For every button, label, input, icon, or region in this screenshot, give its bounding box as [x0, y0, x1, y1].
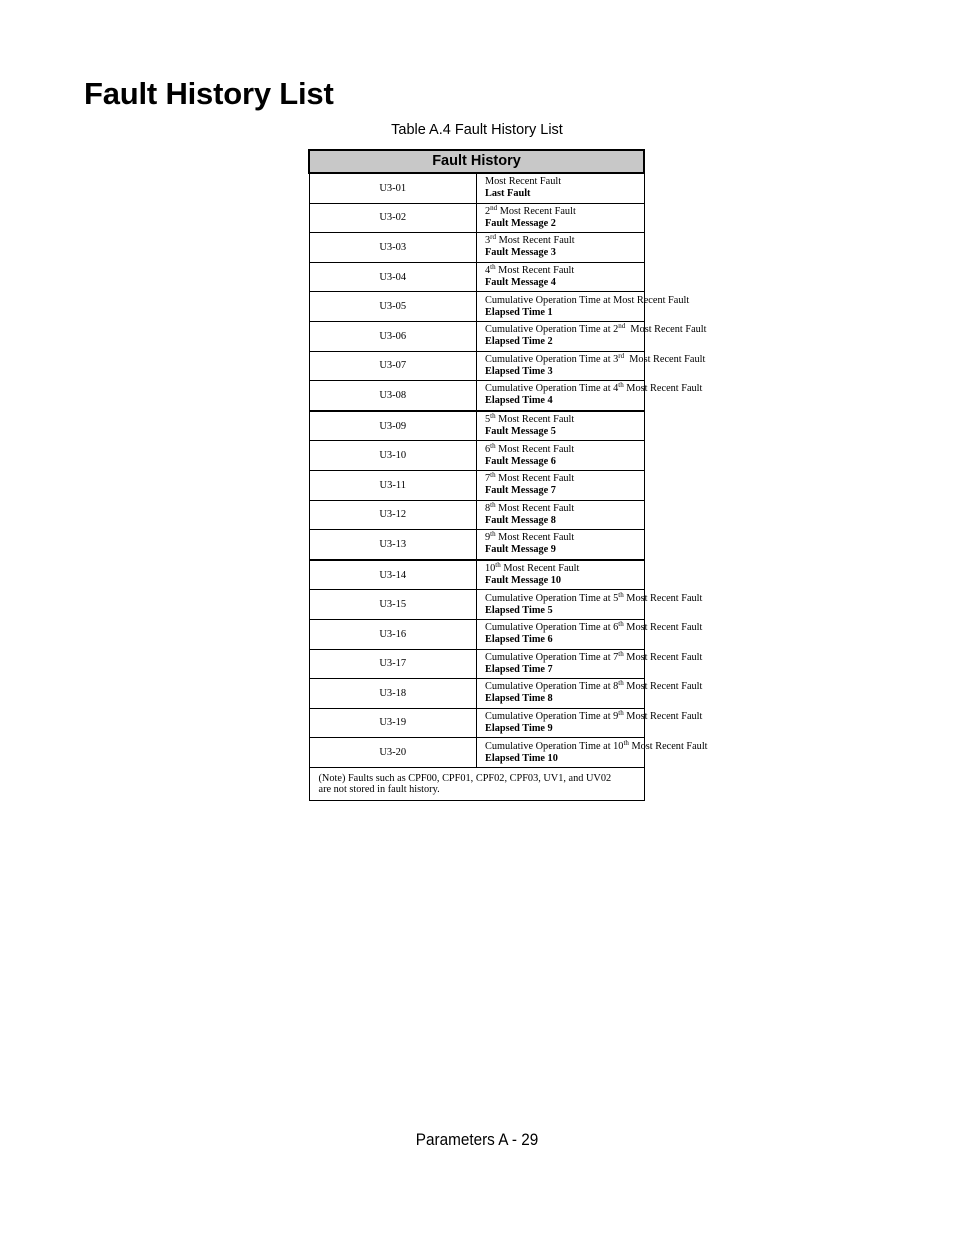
- parameter-number: U3-18: [309, 679, 477, 709]
- parameter-number: U3-07: [309, 351, 477, 381]
- table-row: [309, 411, 644, 441]
- description-prefix: Cumulative Operation Time at 6: [485, 622, 619, 634]
- parameter-description: [477, 560, 645, 590]
- ordinal-suffix: th: [490, 263, 496, 272]
- description-prefix: Cumulative Operation Time at 2: [485, 324, 619, 336]
- description-text: [485, 351, 706, 366]
- description-prefix: 8: [485, 502, 491, 514]
- description-prefix: Cumulative Operation Time at 9: [485, 710, 619, 722]
- table-note: [309, 767, 644, 800]
- parameter-number: U3-15: [309, 590, 477, 620]
- parameter-name: Elapsed Time 1: [485, 306, 553, 318]
- table-row: [309, 679, 644, 709]
- ordinal-suffix: th: [623, 738, 629, 747]
- page-footer: Parameters A - 29: [415, 1130, 539, 1149]
- parameter-name: Fault Message 5: [485, 426, 556, 438]
- parameter-number: U3-05: [309, 292, 477, 322]
- parameter-description: [477, 203, 645, 233]
- parameter-name: Fault Message 7: [485, 485, 556, 497]
- description-text: [485, 473, 644, 485]
- parameter-name: Elapsed Time 6: [485, 634, 553, 646]
- description-text: [485, 414, 644, 426]
- parameter-number: U3-19: [309, 708, 477, 738]
- table-row: [309, 470, 644, 500]
- description-text: [485, 532, 644, 544]
- parameter-name: Fault Message 3: [485, 247, 556, 259]
- parameter-description: [477, 173, 645, 203]
- ordinal-suffix: th: [618, 649, 624, 658]
- parameter-number: U3-06: [309, 321, 477, 351]
- parameter-name: Elapsed Time 3: [485, 365, 553, 377]
- parameter-number: U3-11: [309, 470, 477, 500]
- parameter-description: [477, 381, 703, 411]
- table-row: [309, 441, 644, 471]
- description-prefix: Cumulative Operation Time at 4: [485, 383, 619, 395]
- table-row: [309, 560, 644, 590]
- ordinal-suffix: th: [618, 590, 624, 599]
- description-suffix: Most Recent Fault: [624, 353, 706, 365]
- description-suffix: Most Recent Fault: [623, 681, 703, 693]
- table-row: [309, 292, 644, 322]
- description-suffix: Most Recent Fault: [497, 205, 576, 217]
- parameter-name: Last Fault: [485, 188, 531, 200]
- note-row: [309, 767, 644, 800]
- parameter-number: U3-17: [309, 649, 477, 679]
- parameter-number: U3-14: [309, 560, 477, 590]
- description-prefix: Cumulative Operation Time at 3: [485, 353, 619, 365]
- parameter-description: [477, 441, 645, 471]
- parameter-number: U3-16: [309, 619, 477, 649]
- parameter-description: [477, 738, 708, 768]
- description-text: [485, 590, 703, 605]
- description-suffix: Most Recent Fault: [500, 563, 580, 575]
- page-title: Fault History List: [84, 76, 334, 111]
- description-prefix: 2: [485, 205, 491, 217]
- parameter-name: Fault Message 10: [485, 575, 562, 587]
- parameter-name: Fault Message 8: [485, 514, 556, 526]
- parameter-number: U3-20: [309, 738, 477, 768]
- parameter-description: [477, 619, 703, 649]
- description-text: [485, 176, 644, 188]
- parameter-description: [477, 649, 703, 679]
- parameter-description: [477, 679, 703, 709]
- ordinal-suffix: rd: [618, 351, 625, 360]
- parameter-name: Elapsed Time 4: [485, 395, 553, 407]
- parameter-name: Elapsed Time 2: [485, 336, 553, 348]
- description-prefix: Cumulative Operation Time at Most Recent Fault: [485, 294, 690, 306]
- parameter-description: [477, 292, 690, 322]
- parameter-description: [477, 500, 645, 530]
- description-prefix: 5: [485, 414, 491, 426]
- parameter-name: Fault Message 9: [485, 544, 556, 556]
- ordinal-suffix: th: [490, 412, 496, 421]
- parameter-name: Elapsed Time 5: [485, 604, 553, 616]
- description-text: [485, 235, 644, 247]
- description-suffix: Most Recent Fault: [628, 740, 708, 752]
- description-text: [485, 708, 703, 723]
- parameter-name: Fault Message 4: [485, 277, 556, 289]
- description-prefix: 9: [485, 532, 491, 544]
- parameter-name: Elapsed Time 7: [485, 663, 553, 675]
- description-text: [485, 679, 703, 693]
- description-suffix: Most Recent Fault: [625, 324, 707, 336]
- ordinal-suffix: th: [618, 679, 624, 688]
- description-prefix: Cumulative Operation Time at 5: [485, 592, 619, 604]
- parameter-number: U3-02: [309, 203, 477, 233]
- description-suffix: Most Recent Fault: [495, 502, 575, 514]
- ordinal-suffix: th: [495, 561, 501, 570]
- table-row: [309, 590, 644, 620]
- parameter-description: [477, 590, 703, 620]
- parameter-number: U3-01: [309, 173, 477, 203]
- table-row: [309, 321, 644, 351]
- description-suffix: Most Recent Fault: [623, 622, 703, 634]
- description-suffix: Most Recent Fault: [495, 414, 575, 426]
- description-suffix: Most Recent Fault: [623, 710, 703, 722]
- description-prefix: Cumulative Operation Time at 8: [485, 681, 619, 693]
- fault-history-table: [308, 149, 708, 801]
- ordinal-suffix: nd: [618, 322, 626, 331]
- parameter-description: [477, 411, 645, 441]
- ordinal-suffix: th: [490, 471, 496, 480]
- table-row: [309, 233, 644, 263]
- description-prefix: 10: [485, 563, 496, 575]
- parameter-description: [477, 530, 645, 560]
- table-row: [309, 649, 644, 679]
- table-row: [309, 173, 644, 203]
- note-line-1: (Note) Faults such as CPF00, CPF01, CPF02, CPF03, UV1, and UV02: [318, 772, 612, 784]
- table-body: [309, 173, 708, 800]
- description-text: [485, 265, 644, 277]
- table-row: [309, 738, 644, 768]
- parameter-description: [477, 233, 645, 263]
- description-suffix: Most Recent Fault: [623, 383, 703, 395]
- ordinal-suffix: th: [618, 381, 624, 390]
- parameter-number: U3-08: [309, 381, 477, 411]
- description-text: [485, 563, 644, 575]
- parameter-number: U3-10: [309, 441, 477, 471]
- description-prefix: Cumulative Operation Time at 10: [485, 740, 624, 752]
- ordinal-suffix: th: [490, 441, 496, 450]
- parameter-number: U3-04: [309, 262, 477, 292]
- description-prefix: 4: [485, 265, 491, 277]
- table-caption: Table A.4 Fault History List: [391, 122, 563, 138]
- parameter-name: Fault Message 6: [485, 455, 556, 467]
- description-text: [485, 322, 707, 336]
- description-prefix: Cumulative Operation Time at 7: [485, 651, 619, 663]
- description-text: [485, 649, 703, 664]
- parameter-name: Elapsed Time 8: [485, 693, 553, 705]
- parameter-number: U3-03: [309, 233, 477, 263]
- description-prefix: 6: [485, 443, 491, 455]
- table-row: [309, 203, 644, 233]
- ordinal-suffix: th: [490, 530, 496, 539]
- table-row: [309, 619, 644, 649]
- table-row: [309, 500, 644, 530]
- description-suffix: Most Recent Fault: [623, 651, 703, 663]
- ordinal-suffix: nd: [490, 203, 498, 212]
- description-prefix: 3: [485, 235, 491, 247]
- parameter-name: Elapsed Time 10: [485, 752, 558, 764]
- description-text: [485, 203, 644, 218]
- description-prefix: Most Recent Fault: [485, 176, 562, 188]
- ordinal-suffix: th: [490, 500, 496, 509]
- description-text: [485, 620, 703, 634]
- parameter-number: U3-09: [309, 411, 477, 441]
- table-row: [309, 381, 644, 411]
- description-suffix: Most Recent Fault: [496, 235, 575, 247]
- description-suffix: Most Recent Fault: [495, 265, 575, 277]
- description-text: [485, 381, 703, 395]
- note-line-2: are not stored in fault history.: [318, 783, 440, 795]
- ordinal-suffix: rd: [490, 233, 496, 242]
- description-prefix: 7: [485, 473, 491, 485]
- parameter-name: Elapsed Time 9: [485, 722, 553, 734]
- parameter-description: [477, 321, 707, 351]
- parameter-description: [477, 708, 703, 738]
- ordinal-suffix: th: [618, 620, 624, 629]
- table-row: [309, 708, 644, 738]
- parameter-number: U3-12: [309, 500, 477, 530]
- ordinal-suffix: th: [618, 708, 624, 717]
- table-row: [309, 262, 644, 292]
- parameter-number: U3-13: [309, 530, 477, 560]
- description-text: [485, 294, 690, 307]
- parameter-description: [477, 470, 645, 500]
- description-text: [485, 500, 644, 515]
- table-header-row: [309, 150, 644, 173]
- description-text: [485, 441, 644, 456]
- parameter-description: [477, 351, 706, 381]
- parameter-description: [477, 262, 645, 292]
- table-header: Fault History: [309, 150, 644, 173]
- description-text: [485, 738, 708, 753]
- description-suffix: Most Recent Fault: [495, 443, 575, 455]
- table-row: [309, 351, 644, 381]
- description-suffix: Most Recent Fault: [623, 592, 703, 604]
- table-row: [309, 530, 644, 560]
- parameter-name: Fault Message 2: [485, 217, 556, 229]
- description-suffix: Most Recent Fault: [495, 473, 575, 485]
- description-suffix: Most Recent Fault: [495, 532, 575, 544]
